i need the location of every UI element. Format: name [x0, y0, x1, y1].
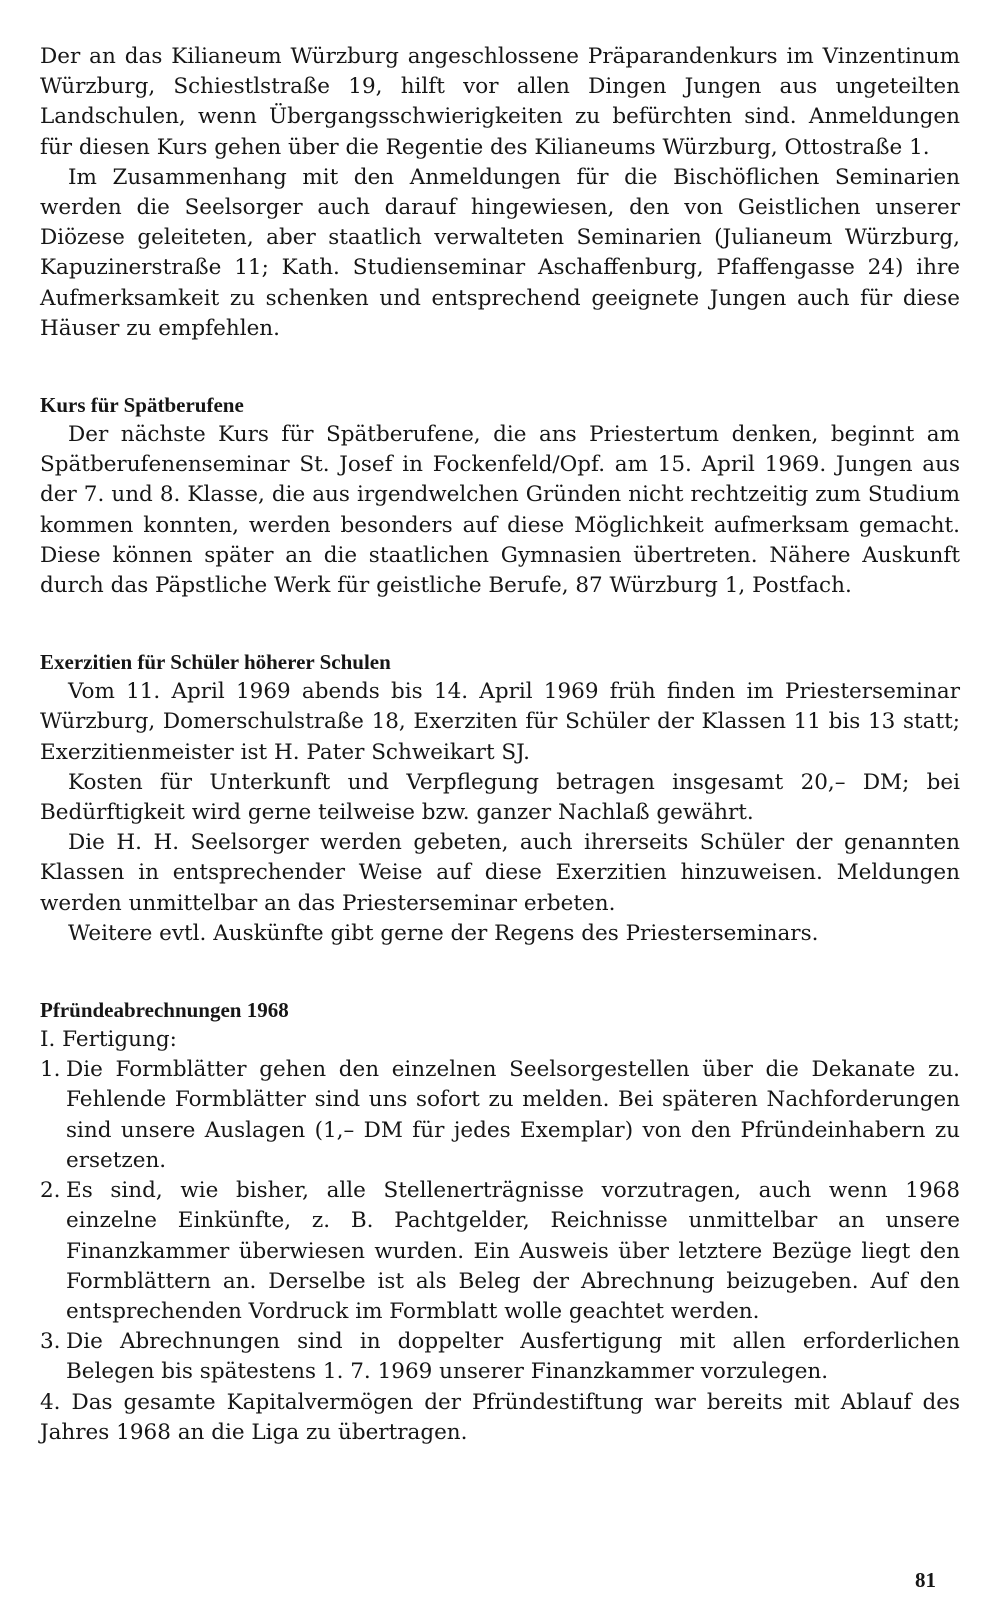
list-item-number: 3.	[40, 1329, 61, 1355]
list-item-text: Es sind, wie bisher, alle Stellenerträgnisse vorzutragen, auch wenn 1968 einzelne Einkünfte, z. B. Pachtgelder, Reichnisse unmittelbar an unsere Finanzkammer überwiesen wurden. Ein Ausweis über letztere Bezüge liegt den Formblättern an. Derselbe ist als Beleg der Abrechnung beizugeben. Auf den entsprechenden Vordruck im Formblatt wolle geachtet werden.	[66, 1178, 960, 1324]
list-item-text: Die Formblätter gehen den einzelnen Seelsorgestellen über die Dekanate zu. Fehlende Formblätter sind uns sofort zu melden. Bei späteren Nachforderungen sind unsere Auslagen (1,– DM für jedes Exemplar) von den Pfründeinhabern zu ersetzen.	[66, 1057, 960, 1173]
document-page	[40, 30, 960, 1448]
list-item-text: Die Abrechnungen sind in doppelter Ausfertigung mit allen erforderlichen Belegen bis spätestens 1. 7. 1969 unserer Finanzkammer vorzulegen.	[66, 1329, 960, 1385]
list-item	[40, 1327, 960, 1387]
heading-spaetberufene: Kurs für Spätberufene	[40, 393, 244, 418]
heading-exerzitien: Exerzitien für Schüler höherer Schulen	[40, 650, 391, 675]
exerzitien-paragraph-2: Kosten für Unterkunft und Verpflegung betragen insgesamt 20,– DM; bei Bedürftigkeit wird gerne teilweise bzw. ganzer Nachlaß gewährt.	[40, 769, 960, 826]
exerzitien-paragraph-1: Vom 11. April 1969 abends bis 14. April 1969 früh finden im Priesterseminar Würzburg, Domerschulstraße 18, Exerziten für Schüler der Klassen 11 bis 13 statt; Exerzitienmeister ist H. Pater Schweikart SJ.	[40, 679, 960, 765]
list-item-final	[40, 1388, 960, 1448]
pfruende-list	[40, 1055, 960, 1387]
list-item-number: 1.	[40, 1057, 61, 1083]
pfruende-subheading: I. Fertigung:	[40, 1027, 177, 1053]
exerzitien-paragraph-3: Die H. H. Seelsorger werden gebeten, auch ihrerseits Schüler der genannten Klassen in entsprechender Weise auf diese Exerzitien hinzuweisen. Meldungen werden unmittelbar an das Priesterseminar erbeten.	[40, 830, 960, 916]
list-item	[40, 1055, 960, 1176]
intro-paragraph-1: Der an das Kilianeum Würzburg angeschlossene Präparandenkurs im Vinzentinum Würzburg, Schiestlstraße 19, hilft vor allen Dingen Jungen aus ungeteilten Landschulen, wenn Übergangsschwierigkeiten zu befürchten sind. Anmeldungen für diesen Kurs gehen über die Regentie des Kilianeums Würzburg, Ottostraße 1.	[40, 44, 960, 160]
page-number: 81	[915, 1568, 936, 1592]
list-item-text: Das gesamte Kapitalvermögen der Pfründestiftung war bereits mit Ablauf des Jahres 1968 an die Liga zu übertragen.	[40, 1389, 960, 1445]
spaetberufene-paragraph: Der nächste Kurs für Spätberufene, die ans Priestertum denken, beginnt am Spätberufenenseminar St. Josef in Fockenfeld/Opf. am 15. April 1969. Jungen aus der 7. und 8. Klasse, die aus irgendwelchen Gründen nicht rechtzeitig zum Studium kommen konnten, werden besonders auf diese Möglichkeit aufmerksam gemacht. Diese können später an die staatlichen Gymnasien übertreten. Nähere Auskunft durch das Päpstliche Werk für geistliche Berufe, 87 Würzburg 1, Postfach.	[40, 422, 960, 599]
list-item-number: 4.	[40, 1389, 61, 1415]
intro-paragraph-2: Im Zusammenhang mit den Anmeldungen für die Bischöflichen Seminarien werden die Seelsorger auch darauf hingewiesen, den von Geistlichen unserer Diözese geleiteten, aber staatlich verwalteten Seminarien (Julianeum Würzburg, Kapuzinerstraße 11; Kath. Studienseminar Aschaffenburg, Pfaffengasse 24) ihre Aufmerksamkeit zu schenken und entsprechend geeignete Jungen auch für diese Häuser zu empfehlen.	[40, 164, 960, 341]
heading-pfruendeabrechnungen: Pfründeabrechnungen 1968	[40, 998, 289, 1023]
list-item-number: 2.	[40, 1178, 61, 1204]
list-item	[40, 1176, 960, 1327]
exerzitien-paragraph-4: Weitere evtl. Auskünfte gibt gerne der Regens des Priesterseminars.	[68, 920, 819, 946]
